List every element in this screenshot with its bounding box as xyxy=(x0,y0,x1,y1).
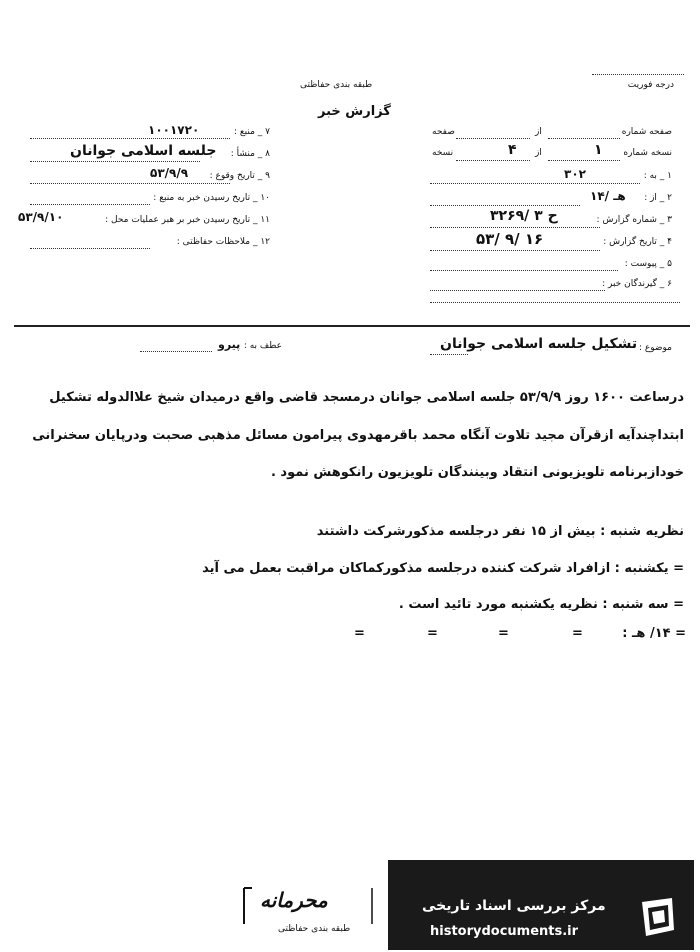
field-origin-value: جلسه اسلامی جوانان xyxy=(70,143,217,159)
field-copy-total: ۴ xyxy=(508,142,517,158)
field-source-label: ۷ _ منبع : xyxy=(233,127,270,137)
field-copy-value: ۱ xyxy=(594,142,603,158)
field-ops-label: ۱۱ _ تاریخ رسیدن خبر بر هبر عملیات محل : xyxy=(105,215,270,225)
closing-mark: = xyxy=(498,626,509,641)
field-line xyxy=(30,161,200,162)
field-line xyxy=(548,160,620,161)
field-line xyxy=(456,138,530,139)
subject-value: تشکیل جلسه اسلامی جوانان xyxy=(440,336,638,352)
closing-line: = ۱۴/ هـ : xyxy=(622,626,686,641)
field-source-value: ۱۰۰۱۷۲۰ xyxy=(148,123,200,137)
watermark-org: مرکز بررسی اسناد تاریخی xyxy=(422,898,606,914)
watermark-banner xyxy=(388,860,694,950)
field-line xyxy=(30,138,230,139)
field-to-value: ۳۰۲ xyxy=(564,167,586,181)
field-page-of: از xyxy=(535,127,542,137)
archive-logo-icon xyxy=(634,894,682,942)
field-line xyxy=(456,160,530,161)
field-report-date-label: ۴ _ تاریخ گزارش : xyxy=(603,237,672,247)
urgency-label: درجه فوریت xyxy=(627,80,674,90)
field-report-date-value: ۵۳/ ۹/ ۱۶ xyxy=(476,230,544,248)
field-occurrence-label: ۹ _ تاریخ وقوع : xyxy=(209,171,270,181)
field-line xyxy=(430,250,600,251)
field-report-no-value: ۳۲۶۹/ ۳ ح xyxy=(490,208,558,224)
field-ops-value: ۵۳/۹/۱۰ xyxy=(18,210,64,224)
field-received-label: ۱۰ _ تاریخ رسیدن خبر به منبع : xyxy=(153,193,270,203)
watermark-site: historydocuments.ir xyxy=(430,924,579,939)
field-line xyxy=(30,248,150,249)
field-line xyxy=(548,138,620,139)
field-copy-tail: نسخه xyxy=(432,148,454,158)
body-line-1: درساعت ۱۶۰۰ روز ۵۳/۹/۹ جلسه اسلامی جوانان درمسجد قاضی واقع درمیدان شیخ علاالدوله تشکیل xyxy=(49,390,684,405)
field-line xyxy=(140,351,212,352)
field-line xyxy=(430,205,580,206)
field-attachment-label: ۵ _ پیوست : xyxy=(624,259,672,269)
field-from-value: ۱۴/ هـ xyxy=(590,189,626,203)
opinion-sunday: = یکشنبه : ازافراد شرکت کننده درجلسه مذکورکماکان مراقبت بعمل می آید xyxy=(202,561,684,576)
field-line xyxy=(30,204,150,205)
field-page-tail: صفحه xyxy=(432,127,455,137)
reference-label: عطف به : xyxy=(243,341,282,351)
field-origin-label: ۸ _ منشأ : xyxy=(230,149,270,159)
body-line-3: خودازبرنامه تلویزیونی انتقاد وبینندگان تلویزیون رانکوهش نمود . xyxy=(270,465,684,480)
classification-bottom: طبقه بندی حفاظتی xyxy=(278,924,351,934)
stamp-handwriting: محرمانه xyxy=(260,888,328,912)
opinion-saturday: نظریه شنبه : بیش از ۱۵ نفر درجلسه مذکورشرکت داشتند xyxy=(316,524,684,539)
field-security-label: ۱۲ _ ملاحظات حفاظتی : xyxy=(176,237,270,247)
field-line xyxy=(430,302,680,303)
field-to-label: ۱ _ به : xyxy=(643,171,672,181)
opinion-tuesday: = سه شنبه : نظریه یکشنبه مورد تائید است . xyxy=(398,597,684,612)
field-report-no-label: ۳ _ شماره گزارش : xyxy=(596,215,672,225)
field-line xyxy=(430,227,600,228)
closing-mark: = xyxy=(427,626,438,641)
closing-mark: = xyxy=(572,626,583,641)
field-line xyxy=(430,290,605,291)
document-title: گزارش خبر xyxy=(318,104,391,119)
field-page-label: صفحه شماره xyxy=(621,127,672,137)
header-divider xyxy=(14,325,690,327)
classification-top: طبقه بندی حفاظتی xyxy=(300,80,373,90)
field-line xyxy=(430,270,618,271)
field-copy-of: از xyxy=(535,148,542,158)
field-line xyxy=(430,354,468,355)
closing-mark: = xyxy=(354,626,365,641)
confidential-stamp xyxy=(238,884,378,936)
body-line-2: ابتداچندآیه ازقرآن مجید تلاوت آنگاه محمد باقرمهدوی پیرامون مسائل مذهبی صحبت ودرپایان سخنرانی xyxy=(32,428,684,443)
field-from-label: ۲ _ از : xyxy=(644,193,672,203)
field-recipients-label: ۶ _ گیرندگان خبر : xyxy=(602,279,672,289)
field-line xyxy=(30,183,230,184)
subject-label: موضوع : xyxy=(638,343,672,353)
field-copy-label: نسخه شماره xyxy=(623,148,672,158)
reference-value: پیرو xyxy=(218,338,241,351)
urgency-line xyxy=(592,74,684,75)
field-line xyxy=(430,183,640,184)
field-occurrence-value: ۵۳/۹/۹ xyxy=(150,166,189,180)
